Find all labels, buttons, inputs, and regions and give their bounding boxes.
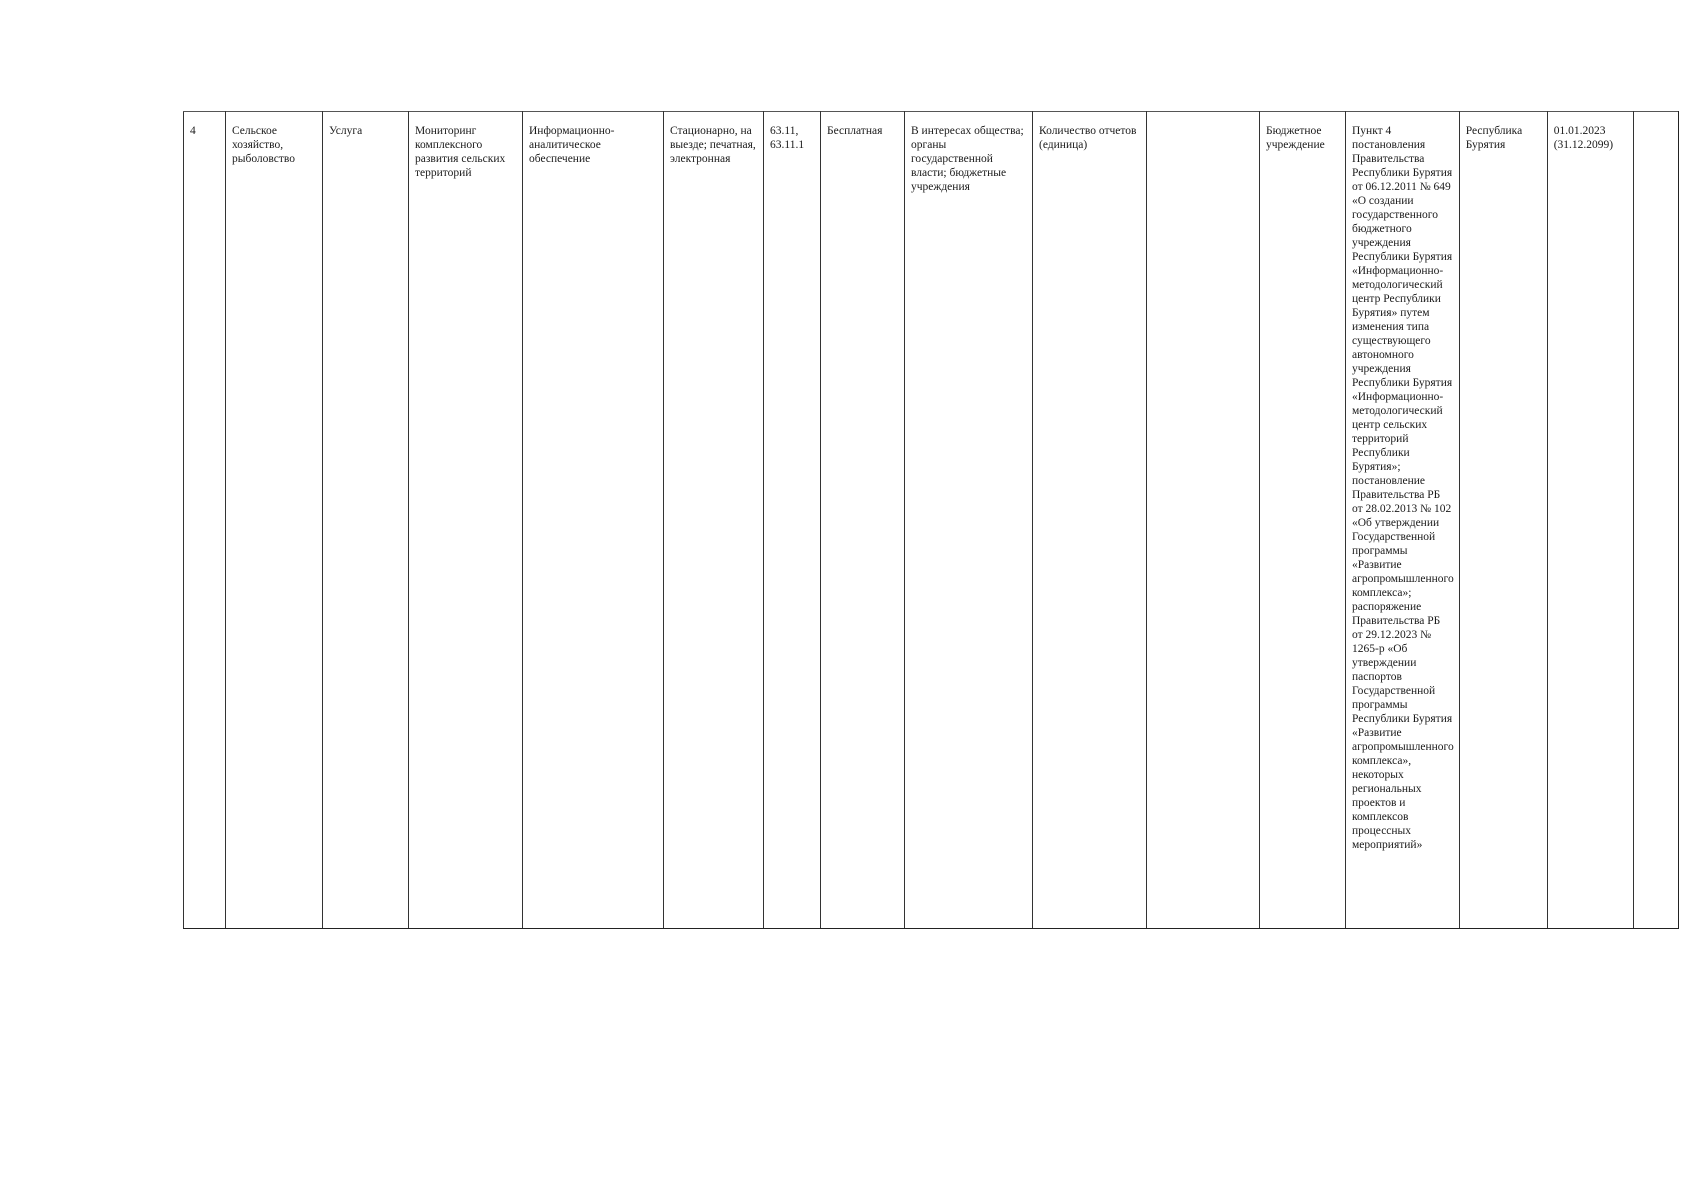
cell-number [184,112,226,929]
recipients-text: В интересах общества; органы государственной власти; бюджетные учреждения [911,125,1024,193]
cell-name [409,112,523,929]
cell-content [523,112,664,929]
okved-text: 63.11, 63.11.1 [770,125,805,151]
table-row [184,112,1679,929]
cell-recipients [905,112,1033,929]
cell-dates [1547,112,1633,929]
cell-region [1459,112,1547,929]
cell-last [1633,112,1678,929]
sector-text: Сельское хозяйство, рыболовство [232,125,296,165]
content-text: Информационно-аналитическое обеспечение [529,125,615,165]
legal-basis-text: Пункт 4 постановления Правительства Республики Бурятия от 06.12.2011 № 649 «О создании государственного бюджетного учреждения Республики Бурятия «Информационно-методологический центр Республики Бурятия» путем изменения типа существующего автономного учреждения Республики Бурятия «Информационно-методологический центр сельских территорий Республики Бурятия»; постановление Правительства РБ от 28.02.2013 № 102 «Об утверждении Государственной программы «Развитие агропромышленного комплекса»; распоряжение Правительства РБ от 29.12.2023 № 1265-р «Об утверждении паспортов Государственной программы Республики Бурятия «Развитие агропромышленного комплекса», некоторых региональных проектов и комплексов процессных мероприятий» [1352,125,1454,851]
cell-extra [1147,112,1260,929]
region-text: Республика Бурятия [1465,125,1523,151]
cell-sector [226,112,323,929]
cell-indicator [1033,112,1147,929]
dates-text: 01.01.2023 (31.12.2099) [1553,125,1614,151]
cell-type [323,112,409,929]
row-number: 4 [190,125,196,137]
cell-okved [764,112,821,929]
cell-form [664,112,764,929]
type-text: Услуга [329,125,363,137]
cell-institution-type [1260,112,1346,929]
institution-type-text: Бюджетное учреждение [1266,125,1325,151]
service-name-text: Мониторинг комплексного развития сельских территорий [415,125,506,179]
indicator-text: Количество отчетов (единица) [1039,125,1137,151]
form-text: Стационарно, на выезде; печатная, электронная [670,125,756,165]
cell-legal-basis [1346,112,1460,929]
registry-table [183,111,1679,929]
payment-text: Бесплатная [827,125,883,137]
cell-payment [821,112,905,929]
